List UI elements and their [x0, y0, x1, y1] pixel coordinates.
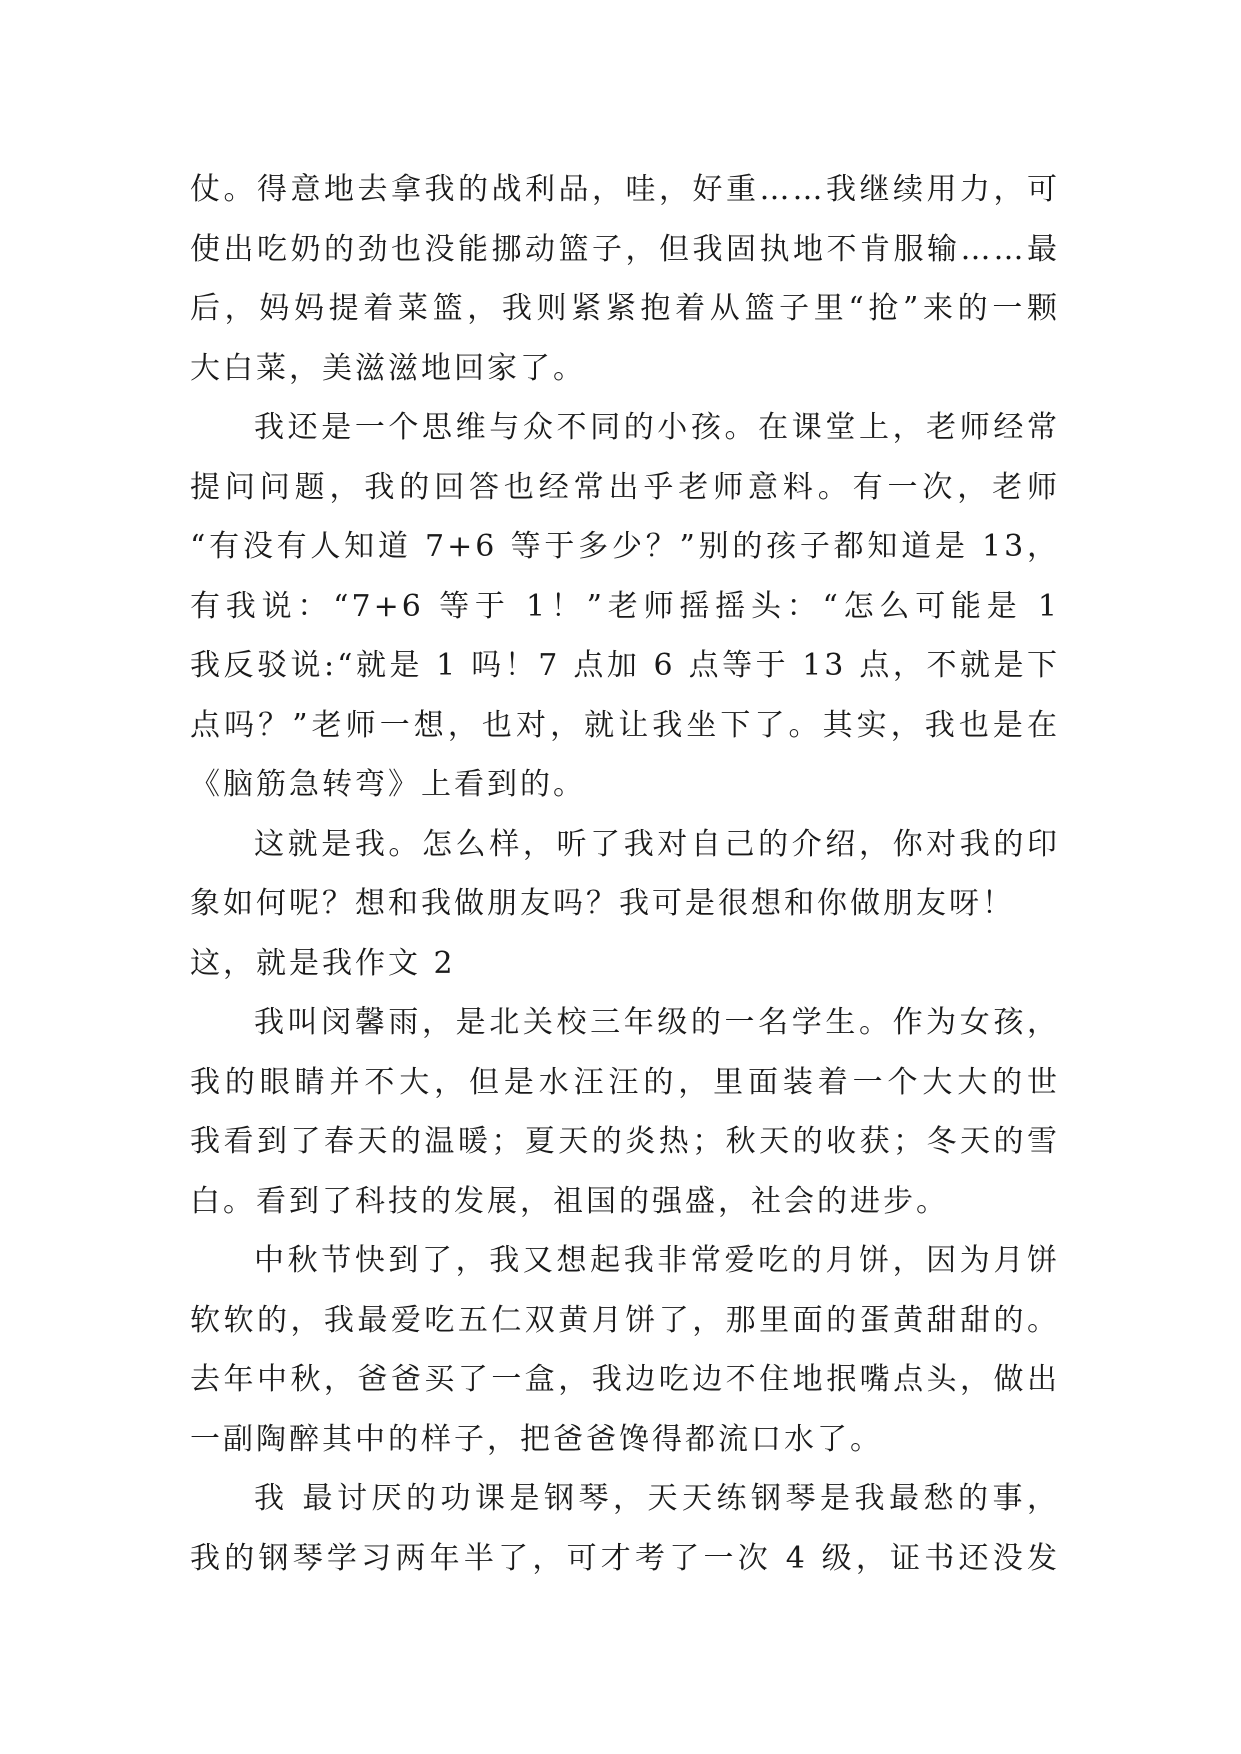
text-line: 我的钢琴学习两年半了，可才考了一次 4 级，证书还没发: [190, 1540, 1060, 1576]
text-line: 我的眼睛并不大，但是水汪汪的，里面装着一个大大的世: [190, 1064, 1060, 1100]
text-line: 我叫闵馨雨，是北关校三年级的一名学生。作为女孩，: [254, 1005, 1060, 1040]
text-line: 仗。得意地去拿我的战利品，哇，好重……我继续用力，可: [190, 172, 1060, 207]
text-line: 白。看到了科技的发展，祖国的强盛，社会的进步。: [190, 1183, 949, 1219]
text-line: 后，妈妈提着菜篮，我则紧紧抱着从篮子里“抢”来的一颗: [190, 291, 1060, 326]
text-line: 一副陶醉其中的样子，把爸爸馋得都流口水了。: [190, 1421, 883, 1457]
text-line: 使出吃奶的劲也没能挪动篮子，但我固执地不肯服输……最: [190, 231, 1060, 267]
text-line: 大白菜，美滋滋地回家了。: [190, 350, 586, 386]
text-line: 象如何呢？想和我做朋友吗？我可是很想和你做朋友呀！: [190, 886, 1015, 921]
text-line: 我反驳说:“就是 1 吗！7 点加 6 点等于 13 点，不就是下: [190, 648, 1060, 683]
text-line: 点吗？”老师一想，也对，就让我坐下了。其实，我也是在: [190, 707, 1060, 743]
text-line: 《脑筋急转弯》上看到的。: [190, 767, 586, 802]
text-line: 我看到了春天的温暖；夏天的炎热；秋天的收获；冬天的雪: [190, 1124, 1060, 1159]
text-line: 我还是一个思维与众不同的小孩。在课堂上，老师经常: [254, 410, 1060, 445]
text-line: 有我说：“7+6 等于 1！”老师摇摇头：“怎么可能是 1: [190, 588, 1060, 624]
text-line: 提问问题，我的回答也经常出乎老师意料。有一次，老师: [190, 469, 1060, 505]
text-line: 我 最讨厌的功课是钢琴，天天练钢琴是我最愁的事，: [254, 1481, 1060, 1516]
text-line: “有没有人知道 7+6 等于多少？”别的孩子都知道是 13，: [190, 529, 1060, 564]
text-line: 软软的，我最爱吃五仁双黄月饼了，那里面的蛋黄甜甜的。: [190, 1302, 1060, 1338]
text-line: 这就是我。怎么样，听了我对自己的介绍，你对我的印: [254, 826, 1060, 862]
text-line: 中秋节快到了，我又想起我非常爱吃的月饼，因为月饼: [254, 1243, 1060, 1278]
document-page: [190, 160, 1060, 1588]
text-line: 去年中秋，爸爸买了一盒，我边吃边不住地抿嘴点头，做出: [190, 1362, 1060, 1397]
text-line: 这，就是我作文 2: [190, 945, 456, 981]
